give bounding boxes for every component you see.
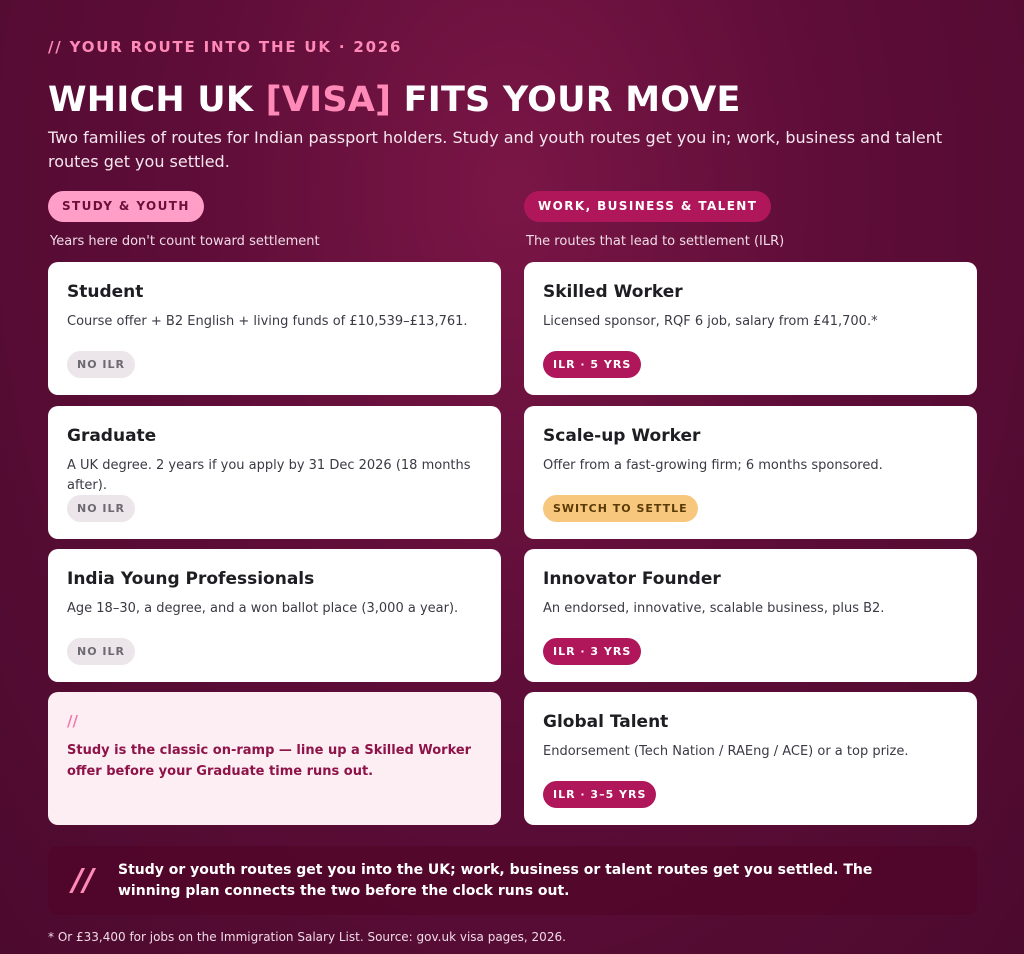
- summary-banner: [48, 846, 977, 915]
- status-badge: NO ILR: [67, 351, 135, 378]
- status-badge: ILR · 3–5 YRS: [543, 781, 656, 808]
- study-youth-note: Years here don't count toward settlement: [50, 234, 320, 249]
- card-title: Innovator Founder: [543, 569, 721, 589]
- card-description: Endorsement (Tech Nation / RAEng / ACE) or a top prize.: [543, 744, 909, 759]
- card-title: Scale-up Worker: [543, 426, 701, 446]
- tip-card: [48, 692, 501, 825]
- eyebrow: // YOUR ROUTE INTO THE UK · 2026: [48, 38, 403, 56]
- study-youth-column: [48, 191, 501, 779]
- card-description: An endorsed, innovative, scalable business, plus B2.: [543, 601, 885, 616]
- footnote: * Or £33,400 for jobs on the Immigration Salary List. Source: gov.uk visa pages, 2026.: [48, 930, 566, 944]
- card-description: Age 18–30, a degree, and a won ballot place (3,000 a year).: [67, 601, 459, 616]
- headline-start: WHICH UK: [48, 80, 266, 120]
- status-badge: NO ILR: [67, 495, 135, 522]
- headline-accent: [VISA]: [265, 80, 392, 120]
- status-badge: ILR · 3 YRS: [543, 638, 641, 665]
- card-description: Course offer + B2 English + living funds of £10,539–£13,761.: [67, 314, 468, 329]
- headline-end: FITS YOUR MOVE: [391, 80, 741, 120]
- card-title: Student: [67, 282, 144, 302]
- work-business-talent-pill: WORK, BUSINESS & TALENT: [524, 191, 771, 222]
- card-global-talent: [524, 692, 977, 825]
- page: [48, 38, 977, 801]
- page-title: [48, 80, 977, 120]
- card-scale-up-worker: [524, 406, 977, 539]
- status-badge: ILR · 5 YRS: [543, 351, 641, 378]
- status-badge: NO ILR: [67, 638, 135, 665]
- card-title: Graduate: [67, 426, 157, 446]
- card-innovator-founder: [524, 549, 977, 682]
- summary-slashes: //: [72, 863, 94, 898]
- tip-slashes: //: [67, 712, 78, 730]
- card-graduate: [48, 406, 501, 539]
- work-business-talent-column: [524, 191, 977, 801]
- intro-text: Two families of routes for Indian passport holders. Study and youth routes get you in; work, business and talent routes get you settled.: [48, 128, 943, 171]
- card-title: India Young Professionals: [67, 569, 315, 589]
- card-student: [48, 262, 501, 395]
- summary-text: Study or youth routes get you into the UK; work, business or talent routes get you settled. The winning plan connects the two before the clock runs out.: [118, 861, 873, 899]
- tip-text: Study is the classic on-ramp — line up a Skilled Worker offer before your Graduate time runs out.: [67, 743, 472, 779]
- card-description: A UK degree. 2 years if you apply by 31 Dec 2026 (18 months after).: [67, 458, 471, 493]
- study-youth-pill: STUDY & YOUTH: [48, 191, 204, 222]
- card-skilled-worker: [524, 262, 977, 395]
- card-title: Skilled Worker: [543, 282, 683, 302]
- status-badge: SWITCH TO SETTLE: [543, 495, 698, 522]
- work-business-talent-note: The routes that lead to settlement (ILR): [526, 234, 785, 249]
- card-title: Global Talent: [543, 712, 669, 732]
- route-columns: [48, 191, 977, 831]
- card-india-young-professionals: [48, 549, 501, 682]
- card-description: Offer from a fast-growing firm; 6 months sponsored.: [543, 458, 883, 473]
- card-description: Licensed sponsor, RQF 6 job, salary from £41,700.*: [543, 314, 878, 329]
